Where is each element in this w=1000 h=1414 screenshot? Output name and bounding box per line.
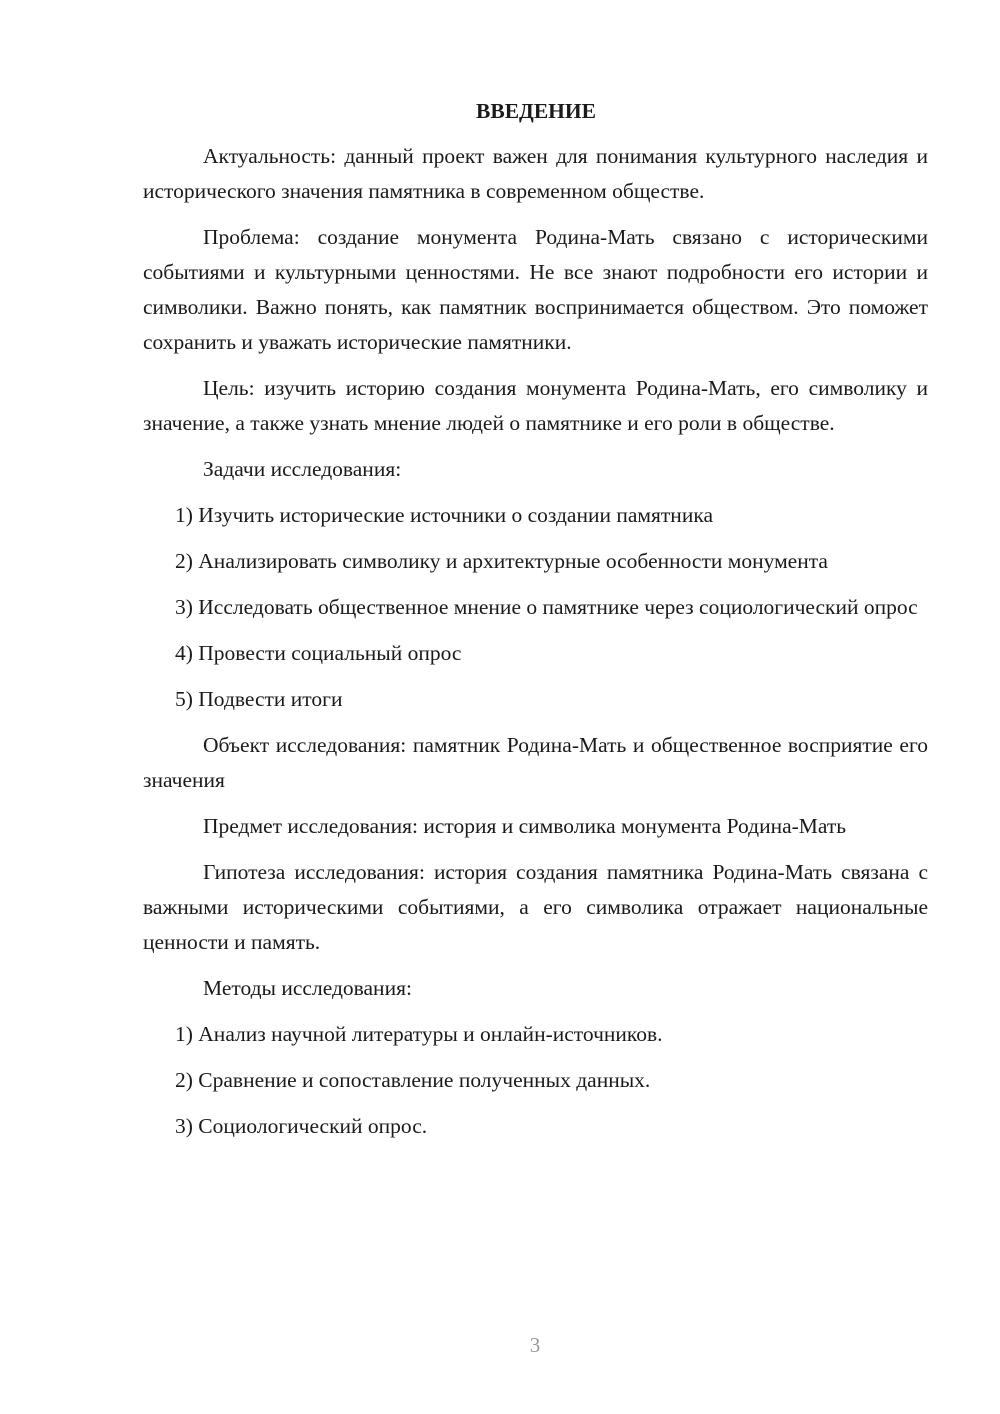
task-item: 3) Исследовать общественное мнение о памятнике через социологический опрос [175,595,918,619]
hypothesis-paragraph: Гипотеза исследования: история создания памятника Родина-Мать связана с важными историческими событиями, а его символика отражает национальные ценности и память. [143,860,928,954]
method-item: 1) Анализ научной литературы и онлайн-источников. [175,1022,663,1046]
task-item: 1) Изучить исторические источники о создании памятника [175,503,713,527]
page-number: 3 [529,1333,541,1357]
method-item: 2) Сравнение и сопоставление полученных данных. [175,1068,651,1092]
goal-paragraph: Цель: изучить историю создания монумента Родина-Мать, его символику и значение, а также узнать мнение людей о памятнике и его роли в обществе. [143,376,928,435]
subject-paragraph: Предмет исследования: история и символика монумента Родина-Мать [203,814,847,838]
tasks-heading: Задачи исследования: [203,457,402,481]
problem-paragraph: Проблема: создание монумента Родина-Мать связано с историческими событиями и культурными ценностями. Не все знают подробности его истории и символики. Важно понять, как памятник воспринимается обществом. Это поможет сохранить и уважать исторические памятники. [143,225,928,354]
method-item: 3) Социологический опрос. [175,1114,428,1138]
methods-heading: Методы исследования: [203,976,412,1000]
relevance-paragraph: Актуальность: данный проект важен для понимания культурного наследия и исторического значения памятника в современном обществе. [143,144,928,203]
task-item: 4) Провести социальный опрос [175,641,462,665]
task-item: 2) Анализировать символику и архитектурные особенности монумента [175,549,828,573]
task-item: 5) Подвести итоги [175,687,343,711]
page-content [143,94,928,1155]
object-paragraph: Объект исследования: памятник Родина-Мать и общественное восприятие его значения [143,733,928,792]
section-title: ВВЕДЕНИЕ [476,99,596,123]
